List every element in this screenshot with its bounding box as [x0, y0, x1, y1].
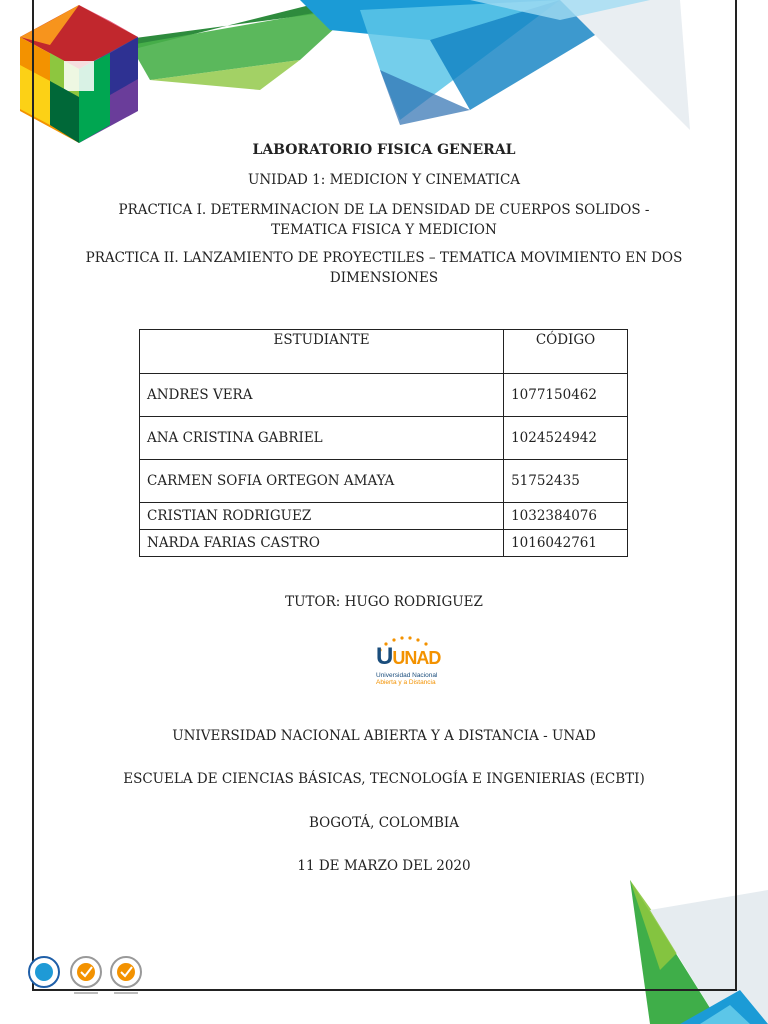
unad-logo-text: UNAD	[392, 648, 441, 668]
unad-logo-sub-2: Abierta y a Distancia	[376, 679, 436, 686]
document-title: LABORATORIO FISICA GENERAL	[252, 142, 516, 158]
unad-logo-sub-1: Universidad Nacional	[376, 672, 438, 679]
students-table	[139, 329, 628, 557]
practice-1-line-2: TEMATICA FISICA Y MEDICION	[271, 222, 497, 238]
practice-2-line-1: PRACTICA II. LANZAMIENTO DE PROYECTILES – TEMATICA MOVIMIENTO EN DOS	[85, 250, 683, 266]
student-name: CARMEN SOFIA ORTEGON AMAYA	[140, 460, 504, 503]
student-code: 51752435	[504, 460, 628, 503]
header-student: ESTUDIANTE	[140, 330, 504, 374]
practice-1-line-1: PRACTICA I. DETERMINACION DE LA DENSIDAD DE CUERPOS SOLIDOS -	[118, 202, 650, 218]
university-name: UNIVERSIDAD NACIONAL ABIERTA Y A DISTANCIA - UNAD	[172, 728, 596, 744]
practice-2-line-2: DIMENSIONES	[329, 270, 439, 286]
student-code: 1016042761	[504, 530, 628, 557]
table-row	[140, 374, 628, 417]
student-name: ANA CRISTINA GABRIEL	[140, 417, 504, 460]
table-header-row	[140, 330, 628, 374]
city: BOGOTÁ, COLOMBIA	[309, 815, 459, 831]
table-row	[140, 460, 628, 503]
practice-1-heading	[60, 200, 708, 240]
school-name: ESCUELA DE CIENCIAS BÁSICAS, TECNOLOGÍA E INGENIERIAS (ECBTI)	[123, 771, 645, 787]
header-code: CÓDIGO	[504, 330, 628, 374]
student-name: NARDA FARIAS CASTRO	[140, 530, 504, 557]
student-name: ANDRES VERA	[140, 374, 504, 417]
date: 11 DE MARZO DEL 2020	[297, 858, 471, 874]
student-code: 1077150462	[504, 374, 628, 417]
unit-heading: UNIDAD 1: MEDICION Y CINEMATICA	[247, 172, 521, 188]
student-code: 1024524942	[504, 417, 628, 460]
student-code: 1032384076	[504, 503, 628, 530]
table-row	[140, 503, 628, 530]
tutor-line: TUTOR: HUGO RODRIGUEZ	[285, 594, 483, 610]
certification-seals-icon	[26, 952, 156, 1002]
student-name: CRISTIAN RODRIGUEZ	[140, 503, 504, 530]
practice-2-heading	[60, 248, 708, 288]
table-row	[140, 530, 628, 557]
unad-logo	[374, 634, 444, 690]
table-row	[140, 417, 628, 460]
unad-logo-u: U	[376, 643, 393, 670]
